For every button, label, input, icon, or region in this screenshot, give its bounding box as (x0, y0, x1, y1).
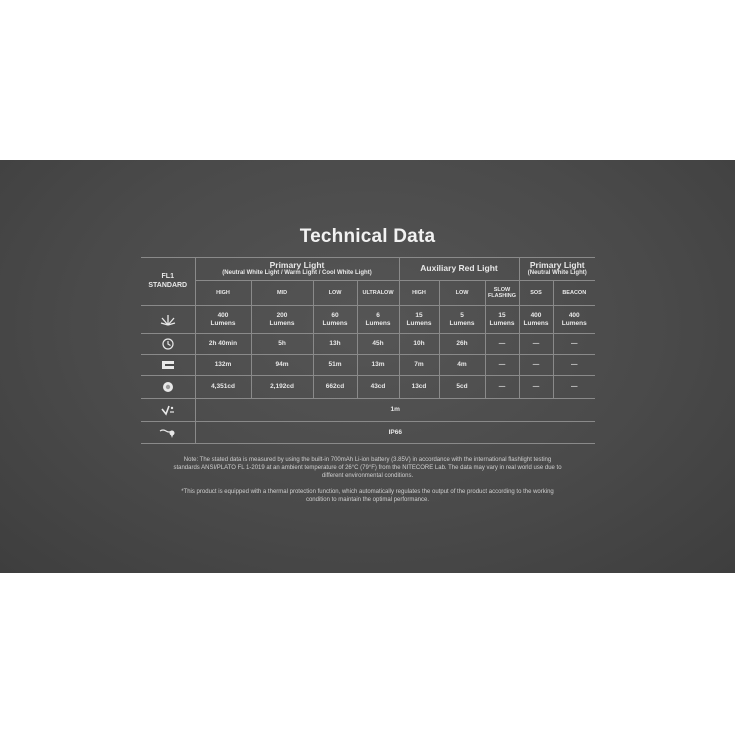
spec-cell: 5h (251, 334, 313, 355)
runtime-clock-icon (141, 334, 195, 355)
spec-cell: 5cd (439, 376, 485, 399)
peak-intensity-icon (141, 376, 195, 399)
group-header-auxiliary (399, 258, 519, 281)
group-name: Auxiliary Red Light (420, 263, 498, 274)
group-sub: (Neutral White Light / Warm Light / Cool White Light) (222, 270, 372, 277)
mode-row (141, 281, 595, 306)
spec-cell: — (485, 355, 519, 376)
page-title: Technical Data (299, 226, 436, 247)
spec-cell: 400 Lumens (519, 306, 553, 334)
spec-cell: 60 Lumens (313, 306, 357, 334)
spec-cell: 15 Lumens (485, 306, 519, 334)
spec-row (141, 376, 595, 399)
mode-header: BEACON (553, 281, 595, 306)
spec-cell: 26h (439, 334, 485, 355)
spec-row (141, 355, 595, 376)
spec-cell: — (485, 334, 519, 355)
mode-header: MID (251, 281, 313, 306)
mode-header: SOS (519, 281, 553, 306)
spec-cell: 2h 40min (195, 334, 251, 355)
spec-cell: 43cd (357, 376, 399, 399)
waterproof-icon (141, 422, 195, 444)
spec-cell: 94m (251, 355, 313, 376)
spec-cell: 132m (195, 355, 251, 376)
thermal-note: *This product is equipped with a thermal protection function, which automatically regulates the output of the product according to the working condition to maintain the optimal performance. (181, 489, 554, 504)
brightness-icon (141, 306, 195, 334)
impact-row (141, 399, 595, 422)
spec-cell: 13cd (399, 376, 439, 399)
spec-cell: 7m (399, 355, 439, 376)
mode-header: LOW (439, 281, 485, 306)
spec-cell: — (553, 355, 595, 376)
spec-cell: 2,192cd (251, 376, 313, 399)
mode-header: HIGH (399, 281, 439, 306)
group-sub: (Neutral White Light) (527, 270, 587, 277)
group-header-primary-neutral (519, 258, 595, 281)
group-name: Primary Light (269, 259, 325, 270)
spec-cell: 662cd (313, 376, 357, 399)
group-header-primary (195, 258, 399, 281)
spec-cell: 13m (357, 355, 399, 376)
waterproof-row (141, 422, 595, 444)
spec-cell: 10h (399, 334, 439, 355)
mode-header: HIGH (195, 281, 251, 306)
mode-header: ULTRALOW (357, 281, 399, 306)
model-label: FL1 STANDARD (141, 258, 195, 306)
spec-cell: — (519, 355, 553, 376)
spec-panel (0, 160, 735, 573)
spec-cell: 4m (439, 355, 485, 376)
mode-header: LOW (313, 281, 357, 306)
beam-distance-icon (141, 355, 195, 376)
impact-value: 1m (195, 399, 595, 422)
spec-cell: 400 Lumens (195, 306, 251, 334)
spec-cell: — (553, 376, 595, 399)
spec-cell: — (553, 334, 595, 355)
spec-cell: 200 Lumens (251, 306, 313, 334)
spec-cell: 6 Lumens (357, 306, 399, 334)
spec-cell: 4,351cd (195, 376, 251, 399)
spec-cell: 51m (313, 355, 357, 376)
measurement-note: Note: The stated data is measured by using the built-in 700mAh Li-ion battery (3.85V) in accordance with the international flashlight testing standards ANSI/PLATO FL 1-2019 at an ambient temperature of 26°C (79°F) from the NITECORE Lab. The data may vary in real world use due to different environmental conditions. (173, 457, 562, 480)
spec-table (141, 257, 595, 444)
spec-row (141, 334, 595, 355)
impact-resistance-icon (141, 399, 195, 422)
spec-cell: 45h (357, 334, 399, 355)
spec-row (141, 306, 595, 334)
spec-cell: — (519, 334, 553, 355)
group-name: Primary Light (529, 259, 585, 270)
spec-cell: — (485, 376, 519, 399)
spec-cell: 400 Lumens (553, 306, 595, 334)
spec-cell: 15 Lumens (399, 306, 439, 334)
spec-cell: 13h (313, 334, 357, 355)
spec-cell: 5 Lumens (439, 306, 485, 334)
waterproof-value: IP66 (195, 422, 595, 444)
spec-cell: — (519, 376, 553, 399)
mode-header: SLOW FLASHING (485, 281, 519, 306)
